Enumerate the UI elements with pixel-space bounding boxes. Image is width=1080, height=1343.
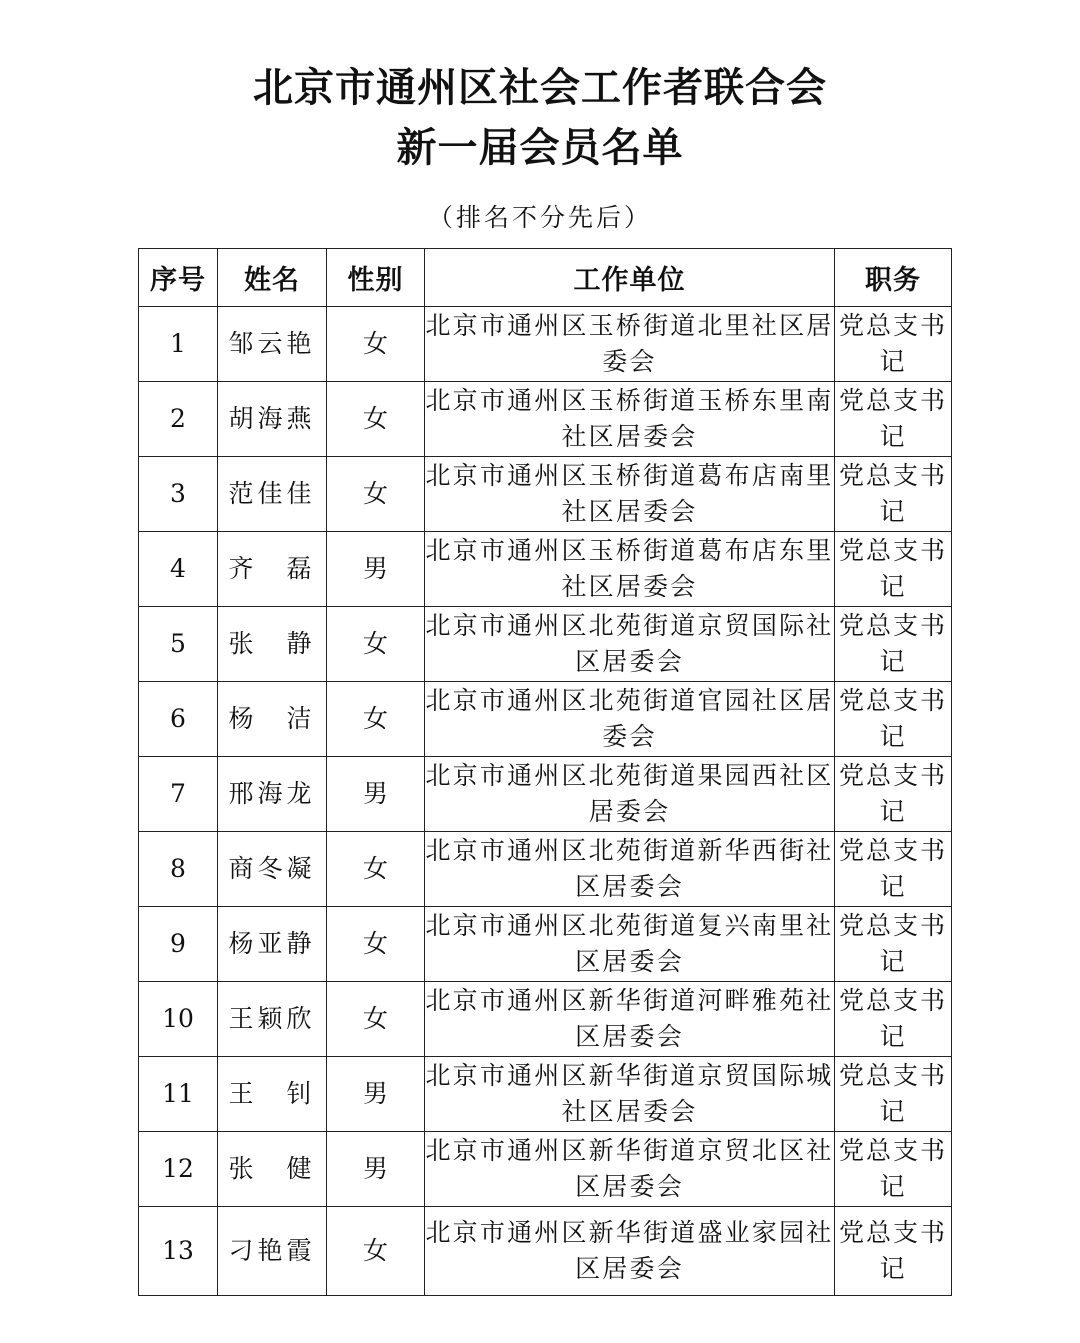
- cell-no: 1: [139, 307, 218, 382]
- cell-role: 党总支书记: [835, 982, 952, 1057]
- cell-no: 12: [139, 1132, 218, 1207]
- header-gender: 性别: [327, 249, 425, 307]
- cell-gender: 女: [327, 607, 425, 682]
- cell-unit: 北京市通州区新华街道京贸北区社区居委会: [425, 1132, 835, 1207]
- cell-role: 党总支书记: [835, 1207, 952, 1296]
- cell-name: 范佳佳: [218, 457, 327, 532]
- cell-no: 4: [139, 532, 218, 607]
- cell-gender: 男: [327, 757, 425, 832]
- cell-name: 商冬凝: [218, 832, 327, 907]
- cell-name: 邢海龙: [218, 757, 327, 832]
- cell-no: 5: [139, 607, 218, 682]
- cell-name: 杨亚静: [218, 907, 327, 982]
- cell-role: 党总支书记: [835, 532, 952, 607]
- cell-no: 8: [139, 832, 218, 907]
- cell-gender: 女: [327, 832, 425, 907]
- cell-gender: 女: [327, 682, 425, 757]
- cell-unit: 北京市通州区北苑街道果园西社区居委会: [425, 757, 835, 832]
- cell-gender: 女: [327, 1207, 425, 1296]
- table-header-row: [139, 249, 952, 307]
- header-role: 职务: [835, 249, 952, 307]
- cell-role: 党总支书记: [835, 1132, 952, 1207]
- cell-no: 6: [139, 682, 218, 757]
- cell-role: 党总支书记: [835, 832, 952, 907]
- table-row: [139, 682, 952, 757]
- document-subtitle: （排名不分先后）: [427, 203, 652, 232]
- cell-name: 张 静: [218, 607, 327, 682]
- header-unit: 工作单位: [425, 249, 835, 307]
- cell-name: 邹云艳: [218, 307, 327, 382]
- table-row: [139, 607, 952, 682]
- document-title-line2: 新一届会员名单: [396, 125, 684, 171]
- cell-name: 刁艳霞: [218, 1207, 327, 1296]
- table-row: [139, 907, 952, 982]
- member-roster-table: [138, 248, 952, 1296]
- cell-no: 2: [139, 382, 218, 457]
- cell-unit: 北京市通州区北苑街道京贸国际社区居委会: [425, 607, 835, 682]
- cell-unit: 北京市通州区新华街道河畔雅苑社区居委会: [425, 982, 835, 1057]
- cell-no: 9: [139, 907, 218, 982]
- cell-role: 党总支书记: [835, 1057, 952, 1132]
- cell-name: 张 健: [218, 1132, 327, 1207]
- cell-unit: 北京市通州区北苑街道新华西街社区居委会: [425, 832, 835, 907]
- cell-name: 齐 磊: [218, 532, 327, 607]
- cell-unit: 北京市通州区新华街道京贸国际城社区居委会: [425, 1057, 835, 1132]
- cell-role: 党总支书记: [835, 457, 952, 532]
- table-row: [139, 982, 952, 1057]
- cell-no: 3: [139, 457, 218, 532]
- cell-role: 党总支书记: [835, 607, 952, 682]
- cell-unit: 北京市通州区玉桥街道玉桥东里南社区居委会: [425, 382, 835, 457]
- cell-gender: 女: [327, 307, 425, 382]
- table-row: [139, 307, 952, 382]
- table-row: [139, 1207, 952, 1296]
- table-row: [139, 1057, 952, 1132]
- cell-gender: 女: [327, 457, 425, 532]
- cell-gender: 男: [327, 1057, 425, 1132]
- cell-unit: 北京市通州区玉桥街道北里社区居委会: [425, 307, 835, 382]
- cell-no: 10: [139, 982, 218, 1057]
- cell-no: 13: [139, 1207, 218, 1296]
- cell-role: 党总支书记: [835, 907, 952, 982]
- table-row: [139, 757, 952, 832]
- table-row: [139, 832, 952, 907]
- cell-name: 王颖欣: [218, 982, 327, 1057]
- cell-name: 杨 洁: [218, 682, 327, 757]
- cell-unit: 北京市通州区新华街道盛业家园社区居委会: [425, 1207, 835, 1296]
- cell-no: 11: [139, 1057, 218, 1132]
- cell-gender: 女: [327, 382, 425, 457]
- cell-role: 党总支书记: [835, 382, 952, 457]
- document-title: 北京市通州区社会工作者联合会: [253, 65, 827, 111]
- table-row: [139, 532, 952, 607]
- cell-gender: 女: [327, 907, 425, 982]
- cell-name: 王 钊: [218, 1057, 327, 1132]
- cell-role: 党总支书记: [835, 682, 952, 757]
- table-row: [139, 1132, 952, 1207]
- cell-unit: 北京市通州区北苑街道复兴南里社区居委会: [425, 907, 835, 982]
- table-row: [139, 382, 952, 457]
- cell-gender: 男: [327, 1132, 425, 1207]
- table-row: [139, 457, 952, 532]
- cell-unit: 北京市通州区玉桥街道葛布店南里社区居委会: [425, 457, 835, 532]
- header-name: 姓名: [218, 249, 327, 307]
- cell-unit: 北京市通州区玉桥街道葛布店东里社区居委会: [425, 532, 835, 607]
- cell-no: 7: [139, 757, 218, 832]
- cell-gender: 男: [327, 532, 425, 607]
- cell-name: 胡海燕: [218, 382, 327, 457]
- cell-gender: 女: [327, 982, 425, 1057]
- header-no: 序号: [139, 249, 218, 307]
- cell-role: 党总支书记: [835, 757, 952, 832]
- cell-role: 党总支书记: [835, 307, 952, 382]
- cell-unit: 北京市通州区北苑街道官园社区居委会: [425, 682, 835, 757]
